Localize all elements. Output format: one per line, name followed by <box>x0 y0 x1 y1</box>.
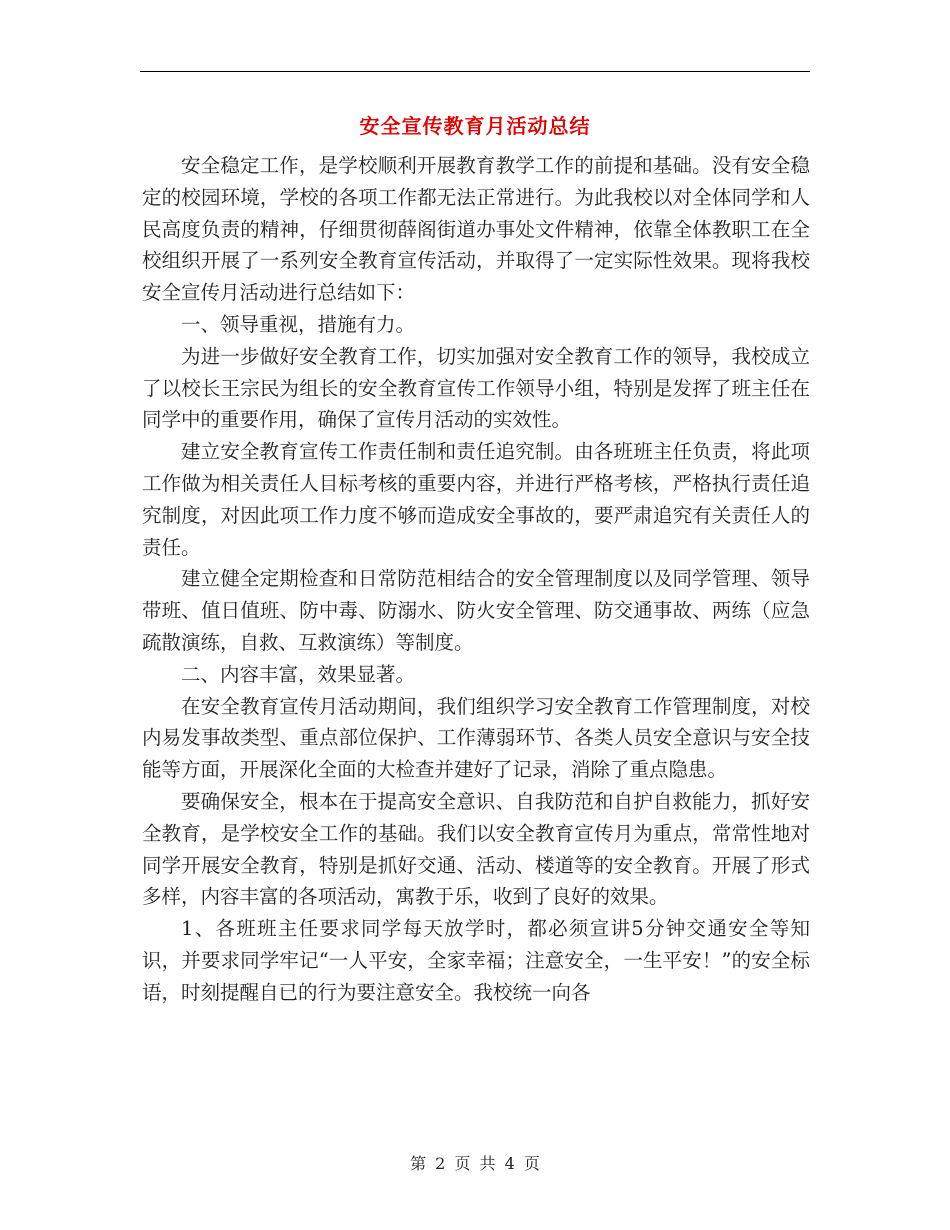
paragraph: 建立安全教育宣传工作责任制和责任追究制。由各班班主任负责，将此项工作做为相关责任人目标考核的重要内容，并进行严格考核，严格执行责任追究制度，对因此项工作力度不够而造成安全事故的，要严肃追究有关责任人的责任。 <box>142 440 810 559</box>
page-number: 第 2 页 共 4 页 <box>410 1154 540 1173</box>
paragraph: 1、各班班主任要求同学每天放学时，都必须宣讲5分钟交通安全等知识，并要求同学牢记“一人平安，全家幸福；注意安全，一生平安！”的安全标语，时刻提醒自已的行为要注意安全。我校统一向各 <box>142 917 810 1004</box>
paragraph: 建立健全定期检查和日常防范相结合的安全管理制度以及同学管理、领导带班、值日值班、防中毒、防溺水、防火安全管理、防交通事故、两练（应急疏散演练，自救、互救演练）等制度。 <box>142 567 810 654</box>
header-rule <box>140 71 810 72</box>
document-title: 安全宣传教育月活动总结 <box>359 114 591 138</box>
section-heading: 一、领导重视，措施有力。 <box>181 312 416 336</box>
paragraph: 为进一步做好安全教育工作，切实加强对安全教育工作的领导，我校成立了以校长王宗民为组长的安全教育宣传工作领导小组，特别是发挥了班主任在同学中的重要作用，确保了宣传月活动的实效性。 <box>142 344 810 432</box>
section-heading: 二、内容丰富，效果显著。 <box>181 662 416 686</box>
paragraph: 在安全教育宣传月活动期间，我们组织学习安全教育工作管理制度，对校内易发事故类型、重点部位保护、工作薄弱环节、各类人员安全意识与安全技能等方面，开展深化全面的大检查并建好了记录，消除了重点隐患。 <box>142 694 810 782</box>
paragraph: 安全稳定工作，是学校顺利开展教育教学工作的前提和基础。没有安全稳定的校园环境，学校的各项工作都无法正常进行。为此我校以对全体同学和人民高度负责的精神，仔细贯彻薛阁街道办事处文件精神，依靠全体教职工在全校组织开展了一系列安全教育宣传活动，并取得了一定实际性效果。现将我校安全宣传月活动进行总结如下： <box>142 154 810 305</box>
document-body <box>142 150 810 1009</box>
paragraph: 要确保安全，根本在于提高安全意识、自我防范和自护自救能力，抓好安全教育，是学校安全工作的基础。我们以安全教育宣传月为重点，常常性地对同学开展安全教育，特别是抓好交通、活动、楼道等的安全教育。开展了形式多样，内容丰富的各项活动，寓教于乐，收到了良好的效果。 <box>142 789 810 909</box>
